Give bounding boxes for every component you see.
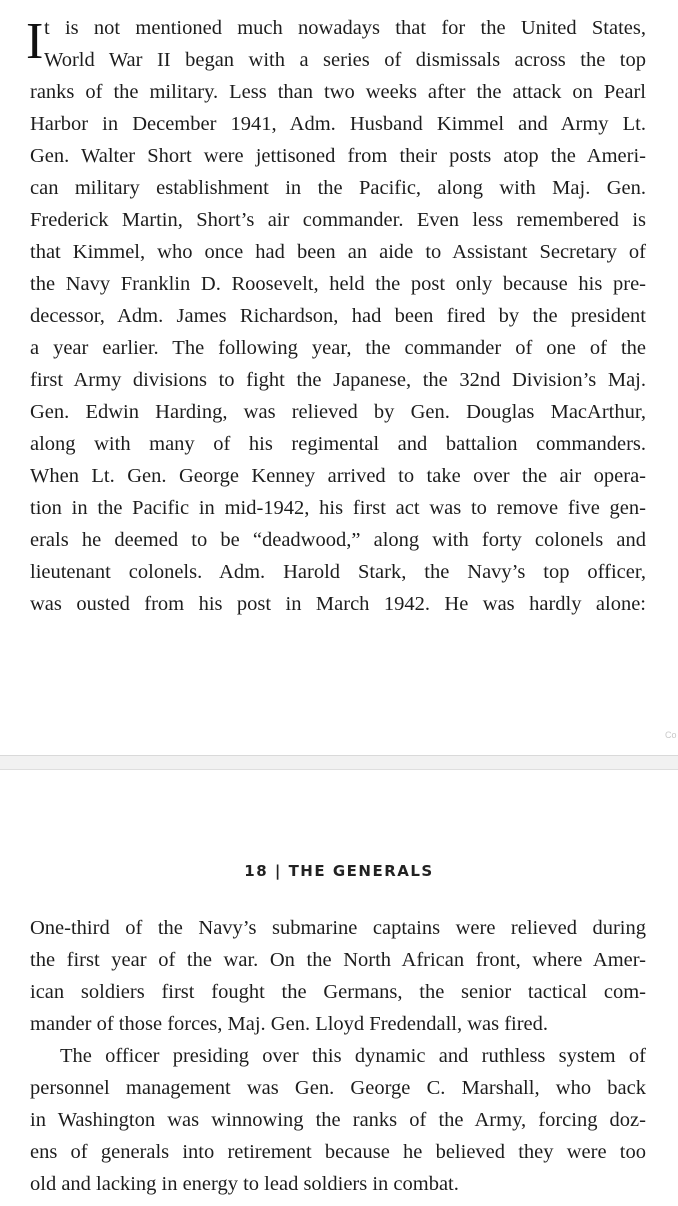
text-line: t is not mentioned much nowadays that for the United States, bbox=[44, 17, 646, 39]
text-line: was ousted from his post in March 1942. He was hardly alone: bbox=[30, 593, 646, 615]
text-line: old and lacking in energy to lead soldiers in combat. bbox=[30, 1173, 459, 1195]
text-line: The officer presiding over this dynamic and ruthless system of bbox=[60, 1045, 646, 1067]
text-line: ranks of the military. Less than two weeks after the attack on Pearl bbox=[30, 81, 646, 103]
text-line: Gen. Walter Short were jettisoned from their posts atop the Ameri- bbox=[30, 145, 646, 167]
text-line: in Washington was winnowing the ranks of the Army, forcing doz- bbox=[30, 1109, 646, 1131]
text-line: the first year of the war. On the North African front, where Amer- bbox=[30, 949, 646, 971]
text-line: along with many of his regimental and battalion commanders. bbox=[30, 433, 646, 455]
text-line: Frederick Martin, Short’s air commander. Even less remembered is bbox=[30, 209, 646, 231]
text-line: tion in the Pacific in mid-1942, his first act was to remove five gen- bbox=[30, 497, 646, 519]
text-line: can military establishment in the Pacific, along with Maj. Gen. bbox=[30, 177, 646, 199]
text-line: World War II began with a series of dismissals across the top bbox=[44, 49, 646, 71]
text-line: Gen. Edwin Harding, was relieved by Gen. Douglas MacArthur, bbox=[30, 401, 646, 423]
text-line: personnel management was Gen. George C. Marshall, who back bbox=[30, 1077, 646, 1099]
page-separator bbox=[0, 755, 678, 770]
text-line: erals he deemed to be “deadwood,” along with forty colonels and bbox=[30, 529, 646, 551]
text-line: the Navy Franklin D. Roosevelt, held the post only because his pre- bbox=[30, 273, 646, 295]
text-line: that Kimmel, who once had been an aide to Assistant Secretary of bbox=[30, 241, 646, 263]
side-mark: Co bbox=[665, 730, 677, 740]
running-head: 18 | THE GENERALS bbox=[244, 862, 434, 880]
text-line: Harbor in December 1941, Adm. Husband Kimmel and Army Lt. bbox=[30, 113, 646, 135]
text-line: mander of those forces, Maj. Gen. Lloyd Fredendall, was fired. bbox=[30, 1013, 549, 1035]
text-line: first Army divisions to fight the Japanese, the 32nd Division’s Maj. bbox=[30, 369, 646, 391]
text-line: ens of generals into retirement because he believed they were too bbox=[30, 1141, 646, 1163]
text-line: One-third of the Navy’s submarine captains were relieved during bbox=[30, 917, 646, 939]
text-line: a year earlier. The following year, the commander of one of the bbox=[30, 337, 646, 359]
text-line: decessor, Adm. James Richardson, had been fired by the president bbox=[30, 305, 646, 327]
text-line: When Lt. Gen. George Kenney arrived to take over the air opera- bbox=[30, 465, 646, 487]
text-line: lieutenant colonels. Adm. Harold Stark, the Navy’s top officer, bbox=[30, 561, 646, 583]
drop-cap: I bbox=[26, 13, 44, 70]
text-line: ican soldiers first fought the Germans, the senior tactical com- bbox=[30, 981, 646, 1003]
